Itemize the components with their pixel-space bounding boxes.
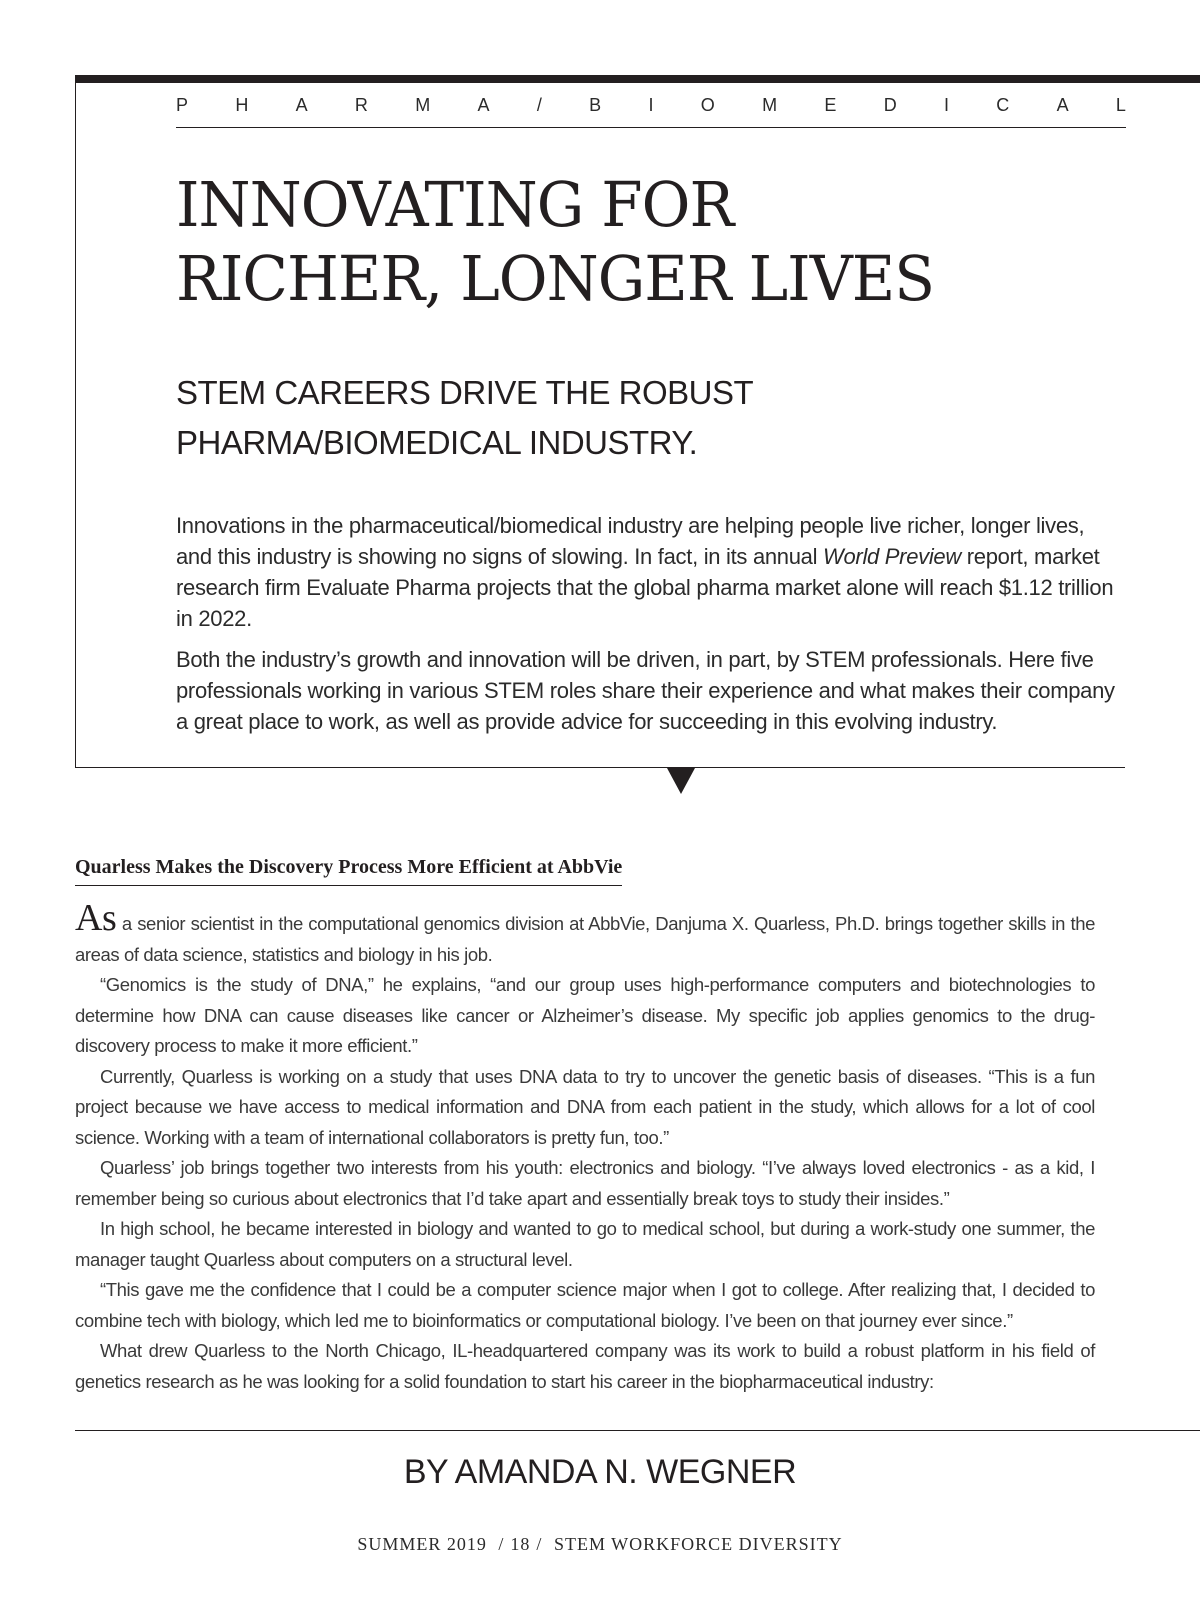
byline: BY AMANDA N. WEGNER — [403, 1453, 797, 1491]
headline-line-2: RICHER, LONGER LIVES — [176, 242, 935, 315]
section-label-letter: A — [477, 95, 490, 115]
down-arrow-icon — [667, 768, 695, 794]
section-label-letter: A — [1056, 95, 1069, 115]
footer-separator: / — [498, 1534, 505, 1554]
drop-cap: As — [75, 897, 117, 939]
section-label-letter: E — [824, 95, 837, 115]
article-body — [75, 897, 1095, 1397]
intro-box-bottom-border — [75, 767, 1125, 768]
section-label-letter: L — [1115, 95, 1126, 115]
report-title: World Preview — [823, 544, 961, 569]
section-label-letter: C — [996, 95, 1010, 115]
article-paragraph: In high school, he became interested in biology and wanted to go to medical school, but during a work-study one summer, the manager taught Quarless about computers on a structural level. — [75, 1218, 1095, 1270]
page-footer — [0, 1534, 1200, 1555]
section-label-letter: A — [295, 95, 308, 115]
intro-box-left-border — [75, 83, 76, 768]
section-label-letter: P — [176, 95, 189, 115]
section-label-letter: B — [589, 95, 602, 115]
section-label-letter: I — [648, 95, 654, 115]
footer-publication: STEM WORKFORCE DIVERSITY — [553, 1534, 843, 1554]
section-label — [176, 95, 1126, 116]
intro-text — [176, 510, 1122, 747]
section-label-letter: M — [415, 95, 431, 115]
top-rule-bar — [75, 75, 1200, 83]
article-paragraph: What drew Quarless to the North Chicago, IL-headquartered company was its work to build a robust platform in his field of genetics research as he was looking for a solid foundation to start his career in the biopharmaceutical industry: — [75, 1340, 1095, 1392]
article-paragraph — [75, 897, 1095, 970]
section-label-rule — [176, 127, 1126, 128]
intro-p1-end: report, market research firm Evaluate Pharma projects that the global pharma market alone will reach $1.12 trillion in 2022. — [176, 544, 1114, 631]
headline — [176, 168, 1088, 316]
section-label-letter: M — [762, 95, 778, 115]
article-paragraph: Quarless’ job brings together two interests from his youth: electronics and biology. “I’ve always loved electronics - as a kid, I remember being so curious about electronics that I’d take apart and essentially break toys to study their insides.” — [75, 1157, 1095, 1209]
section-label-letter: D — [883, 95, 897, 115]
article-paragraph: Currently, Quarless is working on a study that uses DNA data to try to uncover the genetic basis of diseases. “This is a fun project because we have access to medical information and DNA from each patient in the study, which allows for a lot of cool science. Working with a team of international collaborators is pretty fun, too.” — [75, 1065, 1095, 1148]
section-label-letter: I — [943, 95, 949, 115]
subhead-line-2: PHARMA/BIOMEDICAL INDUSTRY. — [176, 424, 698, 461]
subheadline — [176, 368, 1126, 468]
intro-paragraph-1 — [176, 510, 1122, 634]
section-label-letter: R — [354, 95, 368, 115]
intro-p1-start: Innovations in the pharmaceutical/biomedical industry are helping people live richer, longer lives, and this industry is showing no signs of slowing. In fact, in its annual — [176, 513, 1085, 569]
article-p1-text: a senior scientist in the computational genomics division at AbbVie, Danjuma X. Quarless, Ph.D. brings together skills in the areas of data science, statistics and biology in his job. — [75, 913, 1095, 965]
profile-heading: Quarless Makes the Discovery Process More Efficient at AbbVie — [75, 856, 622, 886]
section-label-letter: / — [536, 95, 542, 115]
article-paragraph: “This gave me the confidence that I could be a computer science major when I got to college. After realizing that, I decided to combine tech with biology, which led me to bioinformatics or computational biology. I’ve been on that journey ever since.” — [75, 1279, 1095, 1331]
article-paragraph: “Genomics is the study of DNA,” he explains, “and our group uses high-performance computers and biotechnologies to determine how DNA can cause diseases like cancer or Alzheimer’s disease. My specific job applies genomics to the drug-discovery process to make it more efficient.” — [75, 974, 1095, 1056]
intro-paragraph-2: Both the industry’s growth and innovation will be driven, in part, by STEM professionals. Here five professionals working in various STEM roles share their experience and what makes their company a great place to work, as well as provide advice for succeeding in this evolving industry. — [176, 647, 1115, 734]
section-label-letter: H — [235, 95, 249, 115]
footer-issue: SUMMER 2019 — [357, 1534, 487, 1554]
footer-rule — [75, 1430, 1200, 1431]
footer-separator: / — [536, 1534, 543, 1554]
subhead-line-1: STEM CAREERS DRIVE THE ROBUST — [176, 374, 754, 411]
footer-page-number: 18 — [510, 1534, 531, 1554]
headline-line-1: INNOVATING FOR — [176, 168, 734, 241]
section-label-letter: O — [700, 95, 715, 115]
